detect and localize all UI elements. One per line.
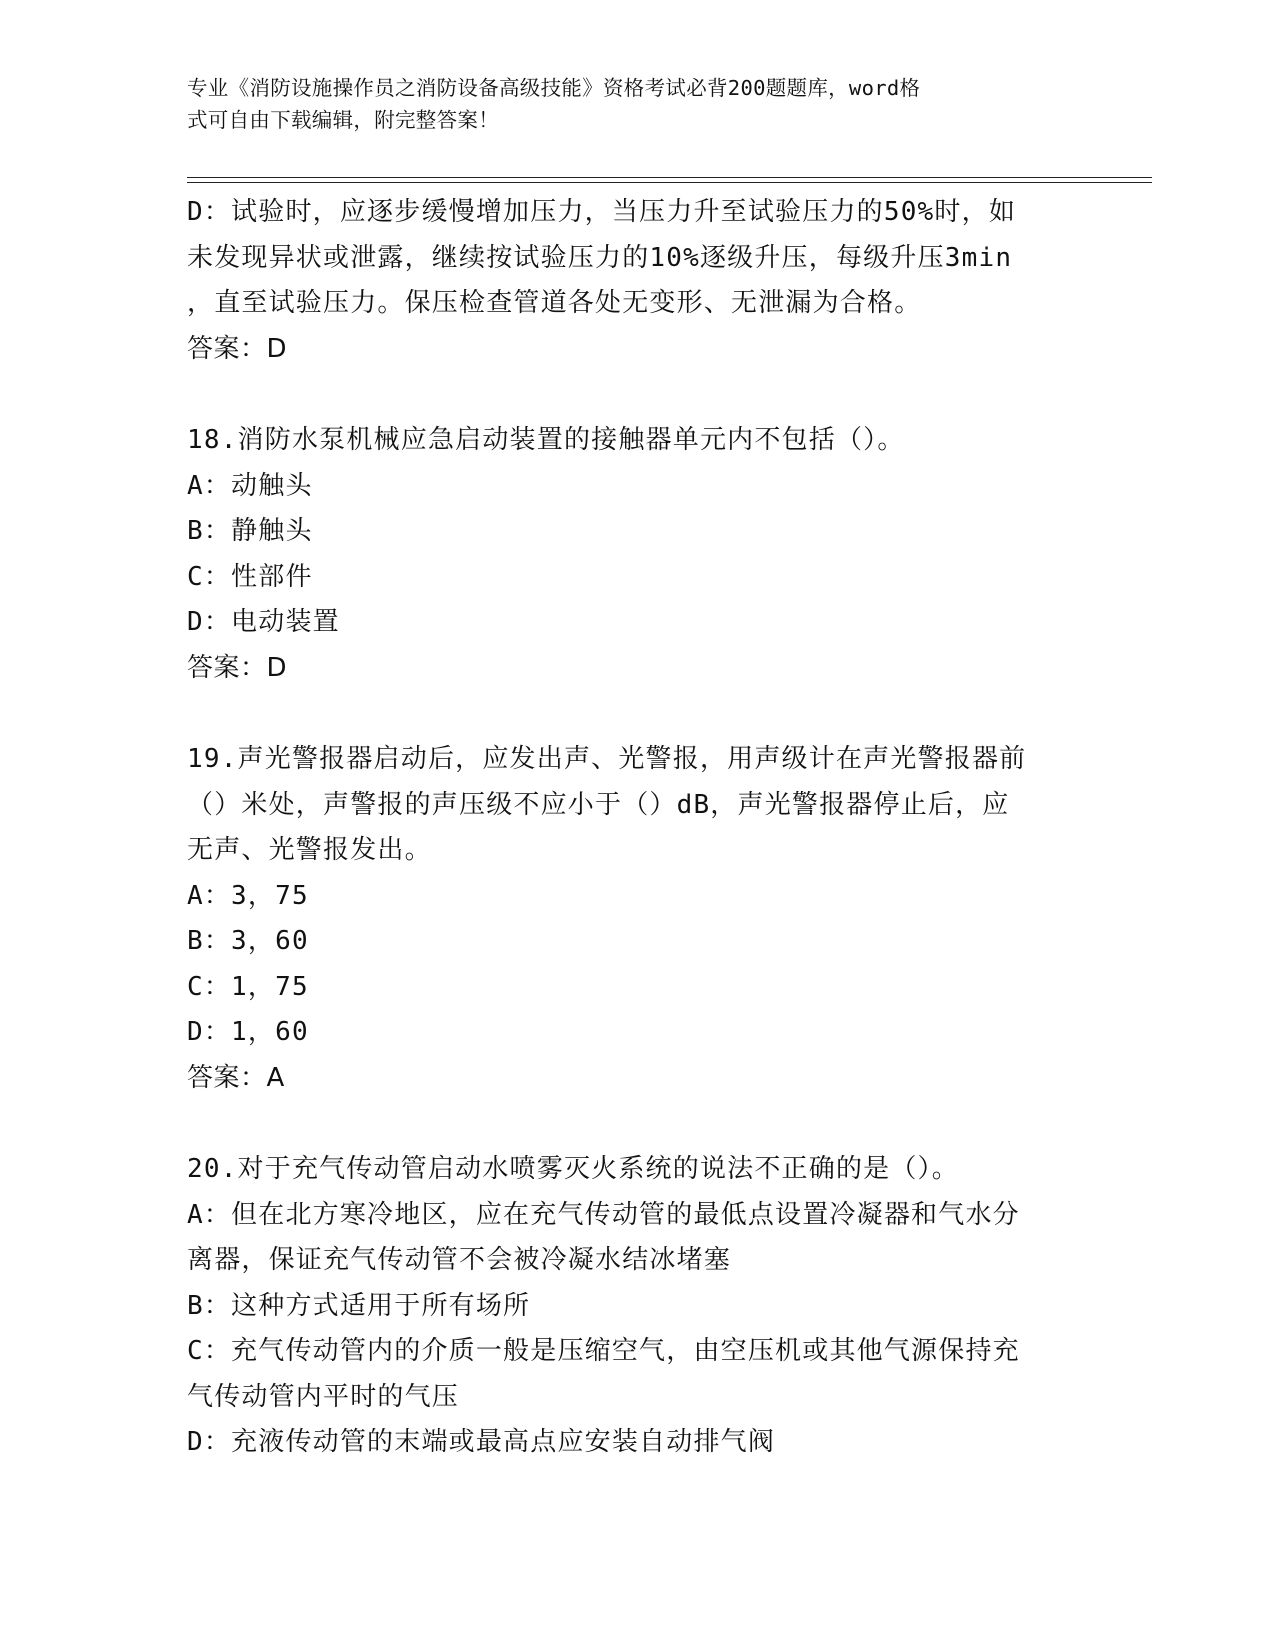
header-divider-top xyxy=(187,177,1152,178)
question-stem: 18.消防水泵机械应急启动装置的接触器单元内不包括（）。 xyxy=(187,425,905,455)
option-d: D：1，60 xyxy=(187,1017,309,1047)
answer: 答案：A xyxy=(187,1062,285,1093)
question-stem: 20.对于充气传动管启动水喷雾灭火系统的说法不正确的是（）。 xyxy=(187,1154,959,1184)
document-header xyxy=(187,72,1067,136)
option-c: C：充气传动管内的介质一般是压缩空气，由空压机或其他气源保持充 xyxy=(187,1336,1020,1366)
question-18 xyxy=(187,418,1077,691)
header-line-1: 专业《消防设施操作员之消防设备高级技能》资格考试必背200题题库，word格 xyxy=(187,76,921,100)
option-b: B：3，60 xyxy=(187,926,309,956)
option-line: ，直至试验压力。保压检查管道各处无变形、无泄漏为合格。 xyxy=(187,288,922,318)
question-20 xyxy=(187,1147,1077,1466)
question-stem: 19.声光警报器启动后，应发出声、光警报，用声级计在声光警报器前 xyxy=(187,744,1027,774)
option-a-continued: 离器，保证充气传动管不会被冷凝水结冰堵塞 xyxy=(187,1245,732,1275)
option-c-continued: 气传动管内平时的气压 xyxy=(187,1381,460,1412)
option-b: B：静触头 xyxy=(187,516,313,546)
question-stem: （）米处，声警报的声压级不应小于（）dB，声光警报器停止后，应 xyxy=(187,789,1010,820)
question-content xyxy=(187,190,1077,1466)
header-divider-bottom xyxy=(187,182,1152,183)
option-c: C：1，75 xyxy=(187,971,309,1002)
option-b: B：这种方式适用于所有场所 xyxy=(187,1290,531,1321)
question-stem: 无声、光警报发出。 xyxy=(187,835,432,865)
prev-question-answer: 答案：D xyxy=(187,333,288,364)
header-line-2: 式可自由下载编辑，附完整答案！ xyxy=(187,108,499,132)
option-line: D：试验时，应逐步缓慢增加压力，当压力升至试验压力的50%时，如 xyxy=(187,197,1017,227)
question-19 xyxy=(187,737,1077,1101)
option-d: D：充液传动管的末端或最高点应安装自动排气阀 xyxy=(187,1427,776,1457)
answer: 答案：D xyxy=(187,652,288,683)
option-a: A：但在北方寒冷地区，应在充气传动管的最低点设置冷凝器和气水分 xyxy=(187,1199,1020,1230)
option-a: A：3，75 xyxy=(187,880,309,911)
option-line: 未发现异状或泄露，继续按试验压力的10%逐级升压，每级升压3min xyxy=(187,242,1013,273)
option-c: C：性部件 xyxy=(187,561,313,592)
option-a: A：动触头 xyxy=(187,470,313,501)
prev-question-option-d xyxy=(187,190,1077,327)
option-d: D：电动装置 xyxy=(187,607,340,637)
